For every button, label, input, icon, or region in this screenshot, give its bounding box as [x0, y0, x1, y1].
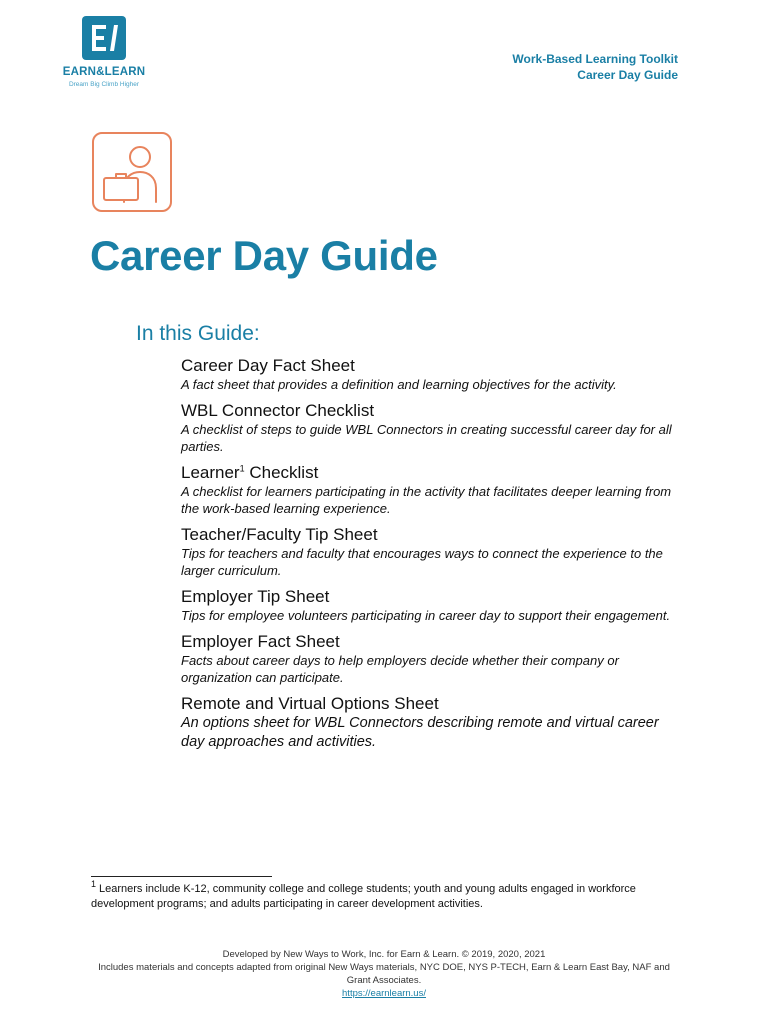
list-item: [181, 525, 681, 579]
item-title-rest: Checklist: [244, 463, 319, 482]
page-title: Career Day Guide: [90, 232, 438, 279]
document-header: [512, 51, 678, 83]
item-description: An options sheet for WBL Connectors describing remote and virtual career day approaches and activities.: [181, 715, 659, 750]
footer-link[interactable]: https://earnlearn.us/: [342, 988, 426, 999]
list-item: [181, 463, 681, 517]
item-title: Employer Fact Sheet: [181, 632, 340, 651]
logo-name: EARN&LEARN: [62, 66, 146, 78]
list-item: [181, 356, 681, 393]
list-item: [181, 401, 681, 455]
item-description: A fact sheet that provides a definition and learning objectives for the activity.: [181, 377, 617, 392]
logo-mark-icon: [82, 16, 126, 60]
item-description: Tips for teachers and faculty that encourages ways to connect the experience to the larger curriculum.: [181, 546, 663, 578]
list-item: [181, 694, 681, 752]
item-title: Career Day Fact Sheet: [181, 356, 355, 375]
item-description: A checklist for learners participating in the activity that facilitates deeper learning from the work-based learning experience.: [181, 484, 672, 516]
item-description: Tips for employee volunteers participating in career day to support their engagement.: [181, 608, 671, 623]
footer-sources: Includes materials and concepts adapted from original New Ways materials, NYC DOE, NYS P-TECH, Earn & Learn East Bay, NAF and Grant Associates.: [98, 962, 670, 986]
footnote: [91, 879, 651, 912]
earn-and-learn-logo: [60, 14, 156, 94]
footnote-marker: 1: [239, 463, 245, 474]
footnote-text: Learners include K-12, community college and college students; youth and young adults engaged in workforce development programs; and adults participating in career development activities.: [91, 883, 636, 910]
item-title: Remote and Virtual Options Sheet: [181, 694, 439, 713]
footnote-number: 1: [91, 879, 97, 890]
in-this-guide-heading: In this Guide:: [136, 322, 260, 345]
page-footer: [90, 948, 678, 1000]
item-title-main: Learner: [181, 463, 240, 482]
footnote-divider: [91, 876, 272, 877]
item-title: Teacher/Faculty Tip Sheet: [181, 525, 378, 544]
item-description: Facts about career days to help employers decide whether their company or organization can participate.: [181, 653, 619, 685]
item-title: [181, 463, 681, 483]
item-title: WBL Connector Checklist: [181, 401, 375, 420]
list-item: [181, 587, 681, 624]
toolkit-name: Work-Based Learning Toolkit: [512, 52, 678, 66]
guide-name: Career Day Guide: [577, 68, 678, 82]
guide-contents-list: [181, 356, 681, 760]
list-item: [181, 632, 681, 686]
item-description: A checklist of steps to guide WBL Connectors in creating successful career day for all parties.: [181, 422, 672, 454]
footer-credit: Developed by New Ways to Work, Inc. for Earn & Learn. © 2019, 2020, 2021: [222, 949, 546, 960]
item-title: Employer Tip Sheet: [181, 587, 330, 606]
person-with-briefcase-icon: [92, 132, 172, 212]
logo-tagline: Dream Big Climb Higher: [68, 81, 140, 88]
